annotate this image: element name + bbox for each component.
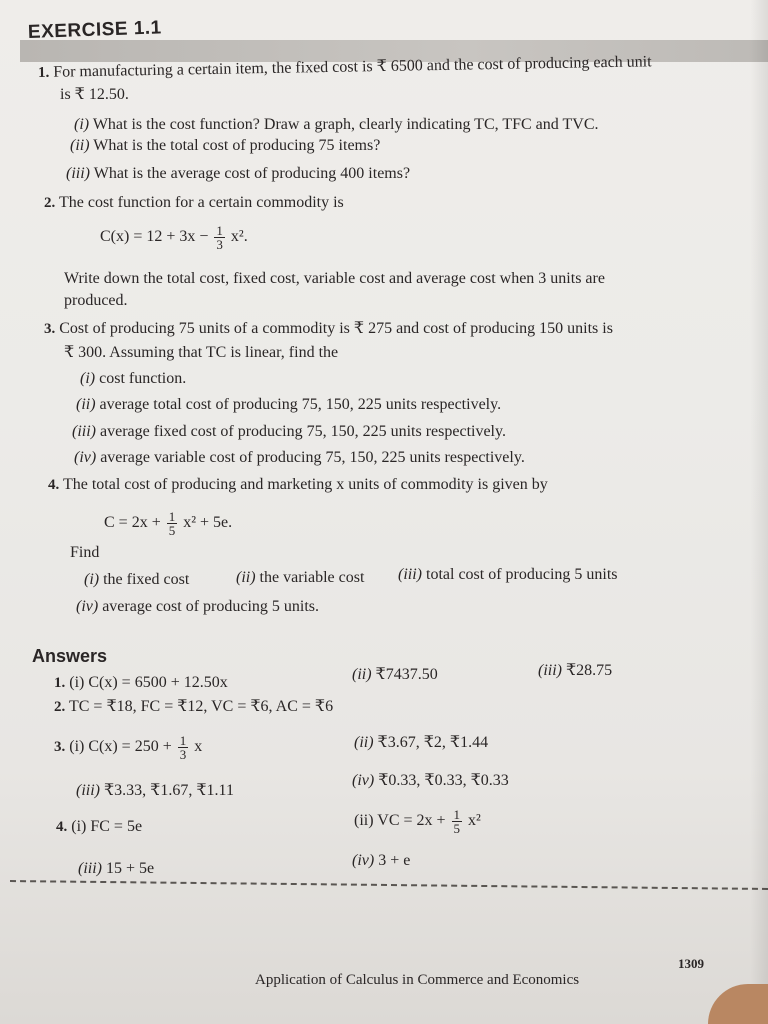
- question-2-formula: C(x) = 12 + 3x − $\frac{1}{3}$ x².: [100, 223, 248, 252]
- question-text: For manufacturing a certain item, the fixed cost is ₹ 6500 and the cost of producing each unit: [53, 53, 652, 81]
- question-4-part-ii: (ii) the variable cost: [236, 569, 365, 586]
- answer-1-iii: (iii) ₹28.75: [538, 662, 613, 679]
- answer-4-ii: (ii) VC = 2x + $\frac{1}{5}$ x²: [354, 807, 481, 836]
- question-2: 2. The cost function for a certain commodity is: [44, 194, 344, 211]
- question-3-part-iii: (iii) average fixed cost of producing 75, 150, 225 units respectively.: [72, 423, 506, 440]
- question-1-part-iii: (iii) What is the average cost of producing 400 items?: [66, 165, 411, 182]
- question-3-part-iv: (iv) average variable cost of producing 75, 150, 225 units respectively.: [74, 449, 525, 466]
- question-4-find: Find: [70, 544, 100, 561]
- page-number: 1309: [678, 956, 704, 971]
- question-1-part-ii: (ii) What is the total cost of producing 75 items?: [70, 137, 381, 154]
- question-4-part-iv: (iv) average cost of producing 5 units.: [76, 598, 320, 615]
- answer-3-ii: (ii) ₹3.67, ₹2, ₹1.44: [354, 734, 489, 751]
- answer-3-iii: (iii) ₹3.33, ₹1.67, ₹1.11: [76, 782, 234, 799]
- exercise-title: EXERCISE 1.1: [27, 17, 163, 43]
- dashed-divider: [10, 880, 768, 890]
- question-4-part-i: (i) the fixed cost: [84, 571, 190, 588]
- thumb-image: [708, 984, 768, 1024]
- answer-4: 4. (i) FC = 5e: [56, 818, 143, 835]
- answer-3-iv: (iv) ₹0.33, ₹0.33, ₹0.33: [352, 772, 509, 789]
- answer-1-ii: (ii) ₹7437.50: [352, 666, 438, 683]
- question-4: 4. The total cost of producing and marketing x units of commodity is given by: [48, 476, 548, 493]
- question-number: 1.: [37, 64, 50, 81]
- question-2-text: Write down the total cost, fixed cost, variable cost and average cost when 3 units are: [64, 270, 605, 287]
- fraction: $\frac{1}{5}$: [168, 509, 176, 538]
- question-2-text-line2: produced.: [64, 292, 128, 309]
- question-1-part-i: (i) What is the cost function? Draw a graph, clearly indicating TC, TFC and TVC.: [74, 116, 599, 133]
- page-shadow: [750, 0, 768, 1024]
- fraction: $\frac{1}{3}$: [216, 223, 223, 252]
- question-4-part-iii: (iii) total cost of producing 5 units: [398, 566, 618, 583]
- answer-3: 3. (i) C(x) = 250 + $\frac{1}{3}$ x: [54, 733, 203, 762]
- answers-heading: Answers: [32, 646, 108, 666]
- answer-4-iv: (iv) 3 + e: [352, 852, 411, 869]
- answer-4-iii: (iii) 15 + 5e: [78, 860, 155, 877]
- fraction: $\frac{1}{5}$: [453, 807, 461, 836]
- question-3: 3. Cost of producing 75 units of a commodity is ₹ 275 and cost of producing 150 units is: [44, 320, 613, 337]
- question-4-formula: C = 2x + $\frac{1}{5}$ x² + 5e.: [104, 509, 233, 538]
- question-3-line2: ₹ 300. Assuming that TC is linear, find the: [64, 344, 339, 361]
- fraction: $\frac{1}{3}$: [179, 733, 187, 762]
- question-3-part-i: (i) cost function.: [80, 370, 187, 387]
- answer-1: 1. (i) C(x) = 6500 + 12.50x: [54, 674, 228, 691]
- question-1-line2: is ₹ 12.50.: [60, 86, 129, 103]
- page-footer: Application of Calculus in Commerce and Economics: [255, 972, 580, 988]
- answer-2: 2. TC = ₹18, FC = ₹12, VC = ₹6, AC = ₹6: [54, 698, 334, 715]
- question-3-part-ii: (ii) average total cost of producing 75, 150, 225 units respectively.: [76, 396, 502, 413]
